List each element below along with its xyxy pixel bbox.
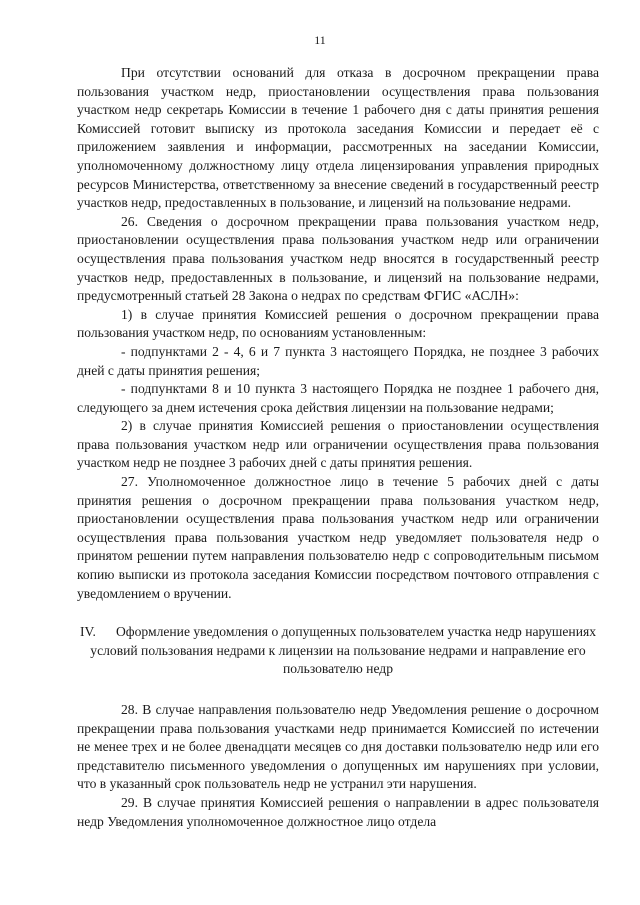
subitem-dash-1: - подпунктами 2 - 4, 6 и 7 пункта 3 настоящего Порядка, не позднее 3 рабочих дней с даты принятия решения;	[77, 343, 599, 378]
subitem-dash-2: - подпунктами 8 и 10 пункта 3 настоящего Порядка не позднее 1 рабочего дня, следующего за днем истечения срока действия лицензии на пользование недрами;	[77, 381, 599, 415]
section-number: IV.	[79, 624, 96, 640]
document-body	[77, 64, 599, 831]
subitem-2: 2) в случае принятия Комиссией решения о приостановлении осуществления права пользования участком недр или ограничении осуществления права пользования участком недр не позднее 3 рабочих дней с даты принятия решения.	[77, 418, 599, 471]
section-heading	[77, 623, 599, 679]
section-title: Оформление уведомления о допущенных пользователем участка недр нарушениях условий пользования недрами к лицензии на пользование недрами и направление его пользователю недр	[90, 624, 597, 677]
paragraph-27: 27. Уполномоченное должностное лицо в течение 5 рабочих дней с даты принятия решения о досрочном прекращении права пользования участком недр, приостановлении осуществления права пользования участком недр или ограничении осуществления права пользования участком недр уведомляет пользователя недр о принятом решении путем направления пользователю недр с сопроводительным письмом копию выписки из протокола заседания Комиссии посредством почтового отправления с уведомлением о вручении.	[77, 474, 599, 601]
paragraph-28: 28. В случае направления пользователю недр Уведомления решение о досрочном прекращении права пользования участками недр принимается Комиссией по истечении не менее трех и не более двенадцати месяцев со дня доставки пользователю недр или его представителю письменного уведомления о допущенных им нарушениях при условии, что в указанный срок пользователь недр не устранил эти нарушения.	[77, 702, 599, 792]
subitem-1: 1) в случае принятия Комиссией решения о досрочном прекращении права пользования участком недр, по основаниям установленным:	[77, 306, 599, 341]
paragraph: При отсутствии оснований для отказа в досрочном прекращении права пользования участком недр, приостановлении осуществления права пользования участком недр секретарь Комиссии в течение 1 рабочего дня с даты принятия решения Комиссией готовит выписку из протокола заседания Комиссии и передает её с приложением заявления и информации, рассмотренных на заседании Комиссии, уполномоченному должностному лицу отдела лицензирования управления природных ресурсов Министерства, ответственному за внесение сведений в государственный реестр участков недр, предоставленных в пользование, и лицензий на пользование недрами.	[77, 65, 599, 211]
paragraph-29: 29. В случае принятия Комиссией решения о направлении в адрес пользователя недр Уведомления уполномоченное должностное лицо отдела	[77, 794, 599, 829]
paragraph-26: 26. Сведения о досрочном прекращении права пользования участком недр, приостановлении осуществления права пользования участком недр или ограничении осуществления права пользования участком недр вносятся в государственный реестр участков недр, предоставленных в пользование, и лицензий на пользование недрами, предусмотренный статьей 28 Закона о недрах по средствам ФГИС «АСЛН»:	[77, 213, 599, 304]
page-number: 11	[314, 33, 326, 47]
